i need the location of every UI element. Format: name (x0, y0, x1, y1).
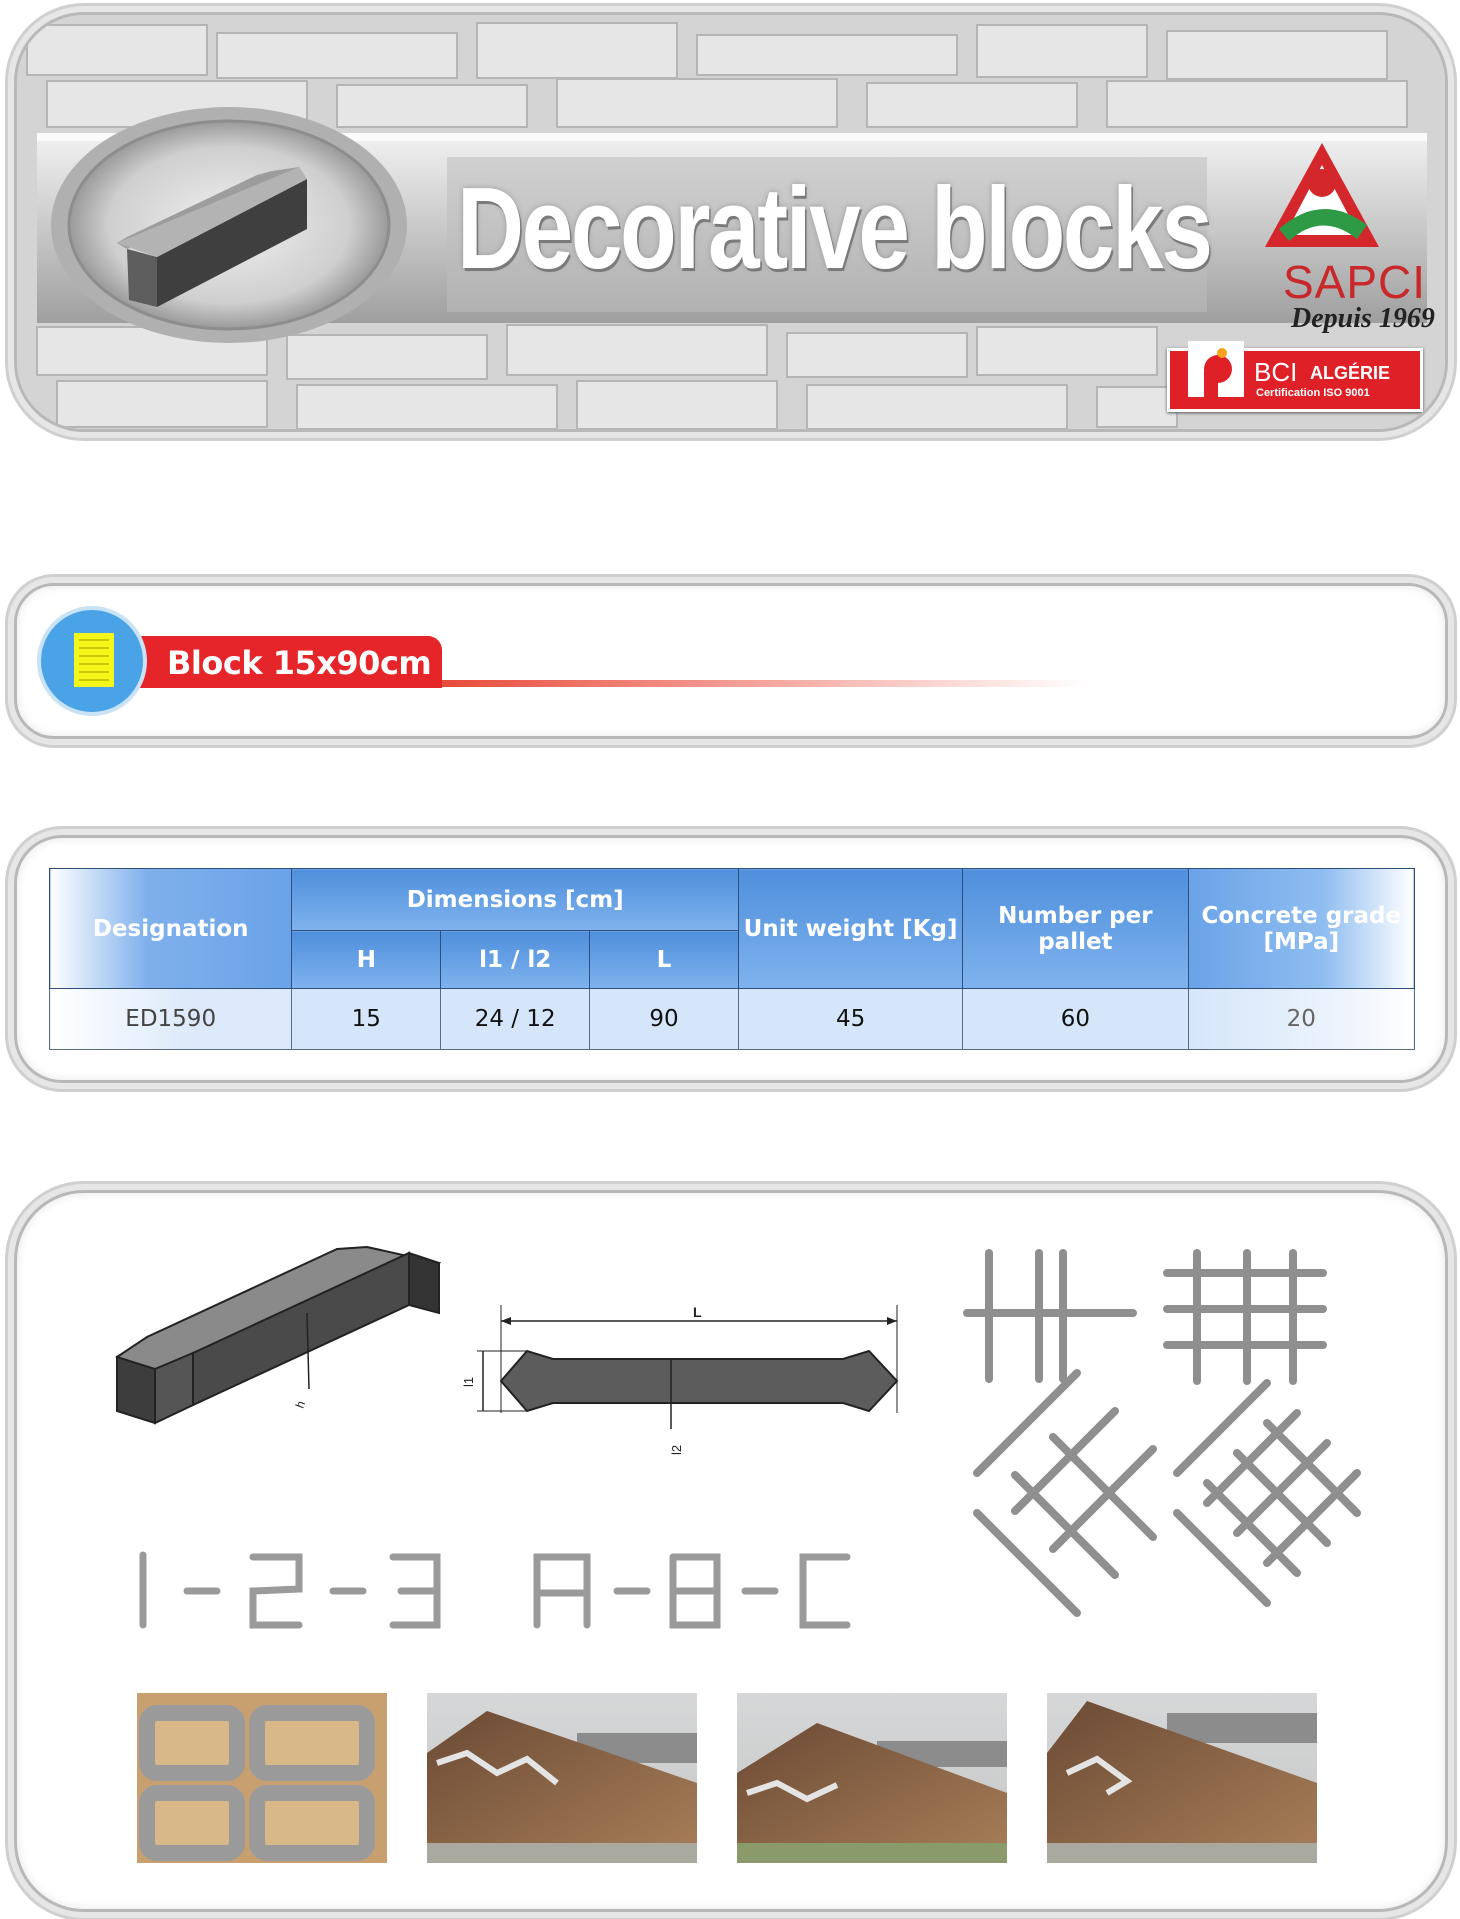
spec-table-panel (14, 835, 1448, 1083)
header-l1-l2: l1 / l2 (441, 931, 590, 989)
header-designation: Designation (50, 869, 292, 989)
header-banner (14, 12, 1448, 432)
number-sequence-label: 1-2-3 (157, 1613, 160, 1614)
page-title: Decorative blocks (457, 163, 1211, 293)
bci-certification-text: Certification ISO 9001 (1256, 387, 1370, 399)
gallery-panel (14, 1190, 1448, 1912)
layout-sequences (143, 1555, 847, 1625)
drawing-label-l2: l2 (669, 1444, 684, 1455)
section-ribbon (117, 636, 442, 688)
block-3d-drawing (117, 1247, 439, 1423)
letter-sequence-label: A-B-C (537, 1613, 540, 1614)
header-concrete-grade: Concrete grade [MPa] (1188, 869, 1414, 989)
table-row (50, 989, 1415, 1050)
photo-slope-3 (1047, 1693, 1317, 1863)
header-unit-weight: Unit weight [Kg] (738, 869, 962, 989)
header-number-per-pallet: Number per pallet (963, 869, 1188, 989)
drawing-label-h: h (292, 1398, 309, 1411)
cell-l1-l2: 24 / 12 (441, 989, 590, 1050)
cell-designation: ED1590 (50, 989, 292, 1050)
photo-pallet-blocks (137, 1693, 387, 1863)
document-icon (37, 606, 147, 716)
certification-badge (1167, 348, 1423, 412)
ribbon-trail (437, 680, 1087, 687)
section-title-panel (14, 583, 1448, 739)
cell-l: 90 (590, 989, 739, 1050)
drawing-label-l: L (693, 1304, 702, 1320)
photo-slope-1 (427, 1693, 697, 1863)
cell-concrete-grade: 20 (1188, 989, 1414, 1050)
bci-logo-icon (1188, 341, 1244, 397)
photo-slope-2 (737, 1693, 1007, 1863)
drawing-label-l1: l1 (461, 1376, 476, 1387)
bci-brand: BCI (1254, 357, 1298, 387)
cell-number-per-pallet: 60 (963, 989, 1188, 1050)
header-l: L (590, 931, 739, 989)
brand-since: Depuis 1969 (1291, 303, 1435, 334)
cell-h: 15 (292, 989, 441, 1050)
cell-unit-weight: 45 (738, 989, 962, 1050)
spec-table (49, 868, 1415, 1050)
gallery-drawings (17, 1193, 1445, 1909)
section-title: Block 15x90cm (167, 644, 432, 682)
header-dimensions: Dimensions [cm] (292, 869, 739, 931)
bci-country: ALGÉRIE (1310, 363, 1391, 383)
header-h: H (292, 931, 441, 989)
brand-name: SAPCI (1283, 256, 1427, 308)
block-top-view-drawing (461, 1304, 897, 1455)
